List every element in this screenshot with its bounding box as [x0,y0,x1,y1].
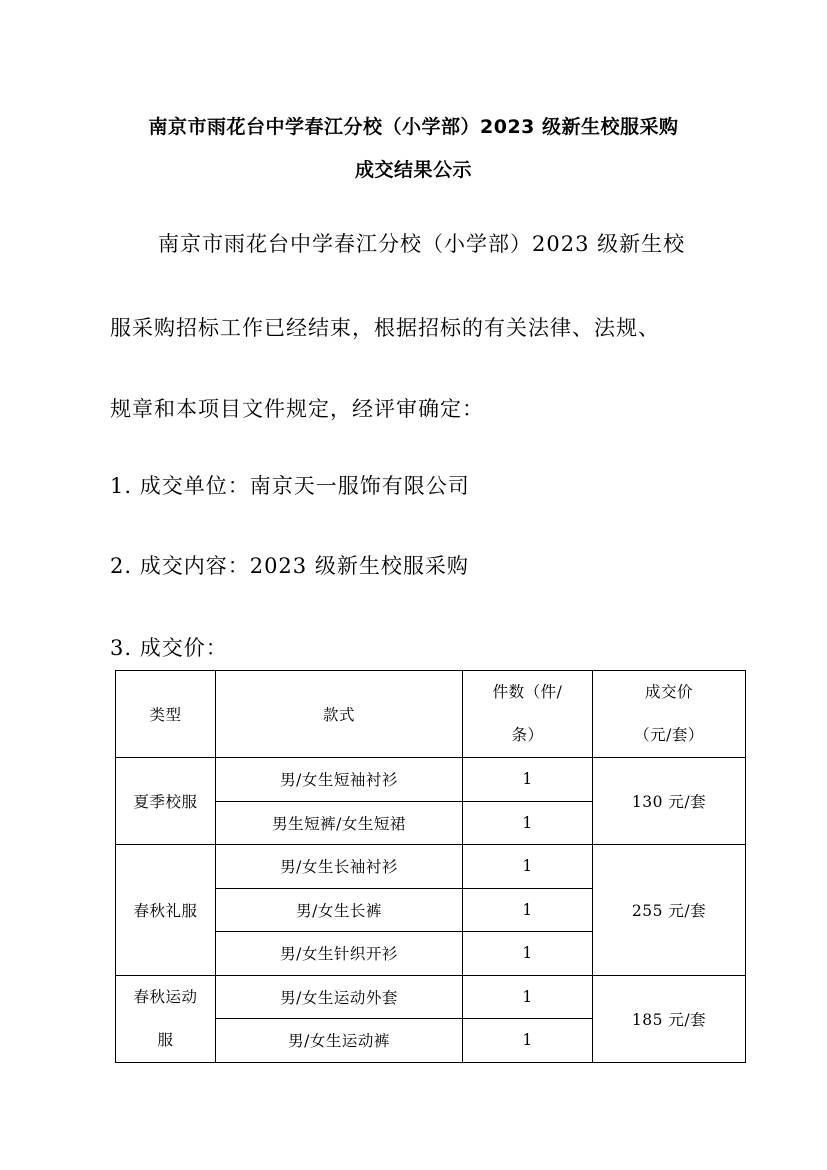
style-cell: 男/女生运动裤 [216,1019,463,1063]
table-row [116,758,746,802]
header-style: 款式 [216,671,463,758]
document-title-line2: 成交结果公示 [354,159,472,181]
body-paragraph-line2: 服采购招标工作已经结束，根据招标的有关法律、法规、 [110,316,660,340]
qty-cell: 1 [463,888,593,932]
header-price-line1: 成交价 [644,683,693,701]
item-winning-bidder: 1. 成交单位：南京天一服饰有限公司 [110,474,470,498]
style-cell: 男/女生长裤 [216,888,463,932]
header-type: 类型 [116,671,216,758]
item-content: 2. 成交内容：2023 级新生校服采购 [110,554,469,578]
style-cell: 男生短裤/女生短裙 [216,801,463,845]
qty-cell: 1 [463,845,593,889]
type-cell [116,975,216,1062]
table-header-row [116,671,746,758]
price-cell: 130 元/套 [593,758,746,845]
header-quantity [463,671,593,758]
price-cell: 185 元/套 [593,975,746,1062]
body-paragraph-line3: 规章和本项目文件规定，经评审确定： [110,397,484,421]
item-price-label: 3. 成交价： [110,636,228,660]
body-paragraph-line1: 南京市雨花台中学春江分校（小学部）2023 级新生校 [158,232,686,256]
header-quantity-line1: 件数（件/ [492,683,563,701]
type-cell: 春秋礼服 [116,845,216,976]
style-cell: 男/女生短袖衬衫 [216,758,463,802]
qty-cell: 1 [463,758,593,802]
qty-cell: 1 [463,932,593,976]
header-quantity-line2: 条） [511,726,544,744]
qty-cell: 1 [463,801,593,845]
style-cell: 男/女生长袖衬衫 [216,845,463,889]
type-cell: 夏季校服 [116,758,216,845]
style-cell: 男/女生运动外套 [216,975,463,1019]
table-row [116,845,746,889]
document-title-line1: 南京市雨花台中学春江分校（小学部）2023 级新生校服采购 [148,116,679,138]
table-row [116,975,746,1019]
qty-cell: 1 [463,975,593,1019]
price-cell: 255 元/套 [593,845,746,976]
style-cell: 男/女生针织开衫 [216,932,463,976]
header-price-line2: （元/套） [634,726,704,744]
qty-cell: 1 [463,1019,593,1063]
type-cell-line1: 春秋运动 [133,987,198,1006]
price-table [115,670,746,1063]
type-cell-line2: 服 [157,1030,174,1049]
header-price [593,671,746,758]
